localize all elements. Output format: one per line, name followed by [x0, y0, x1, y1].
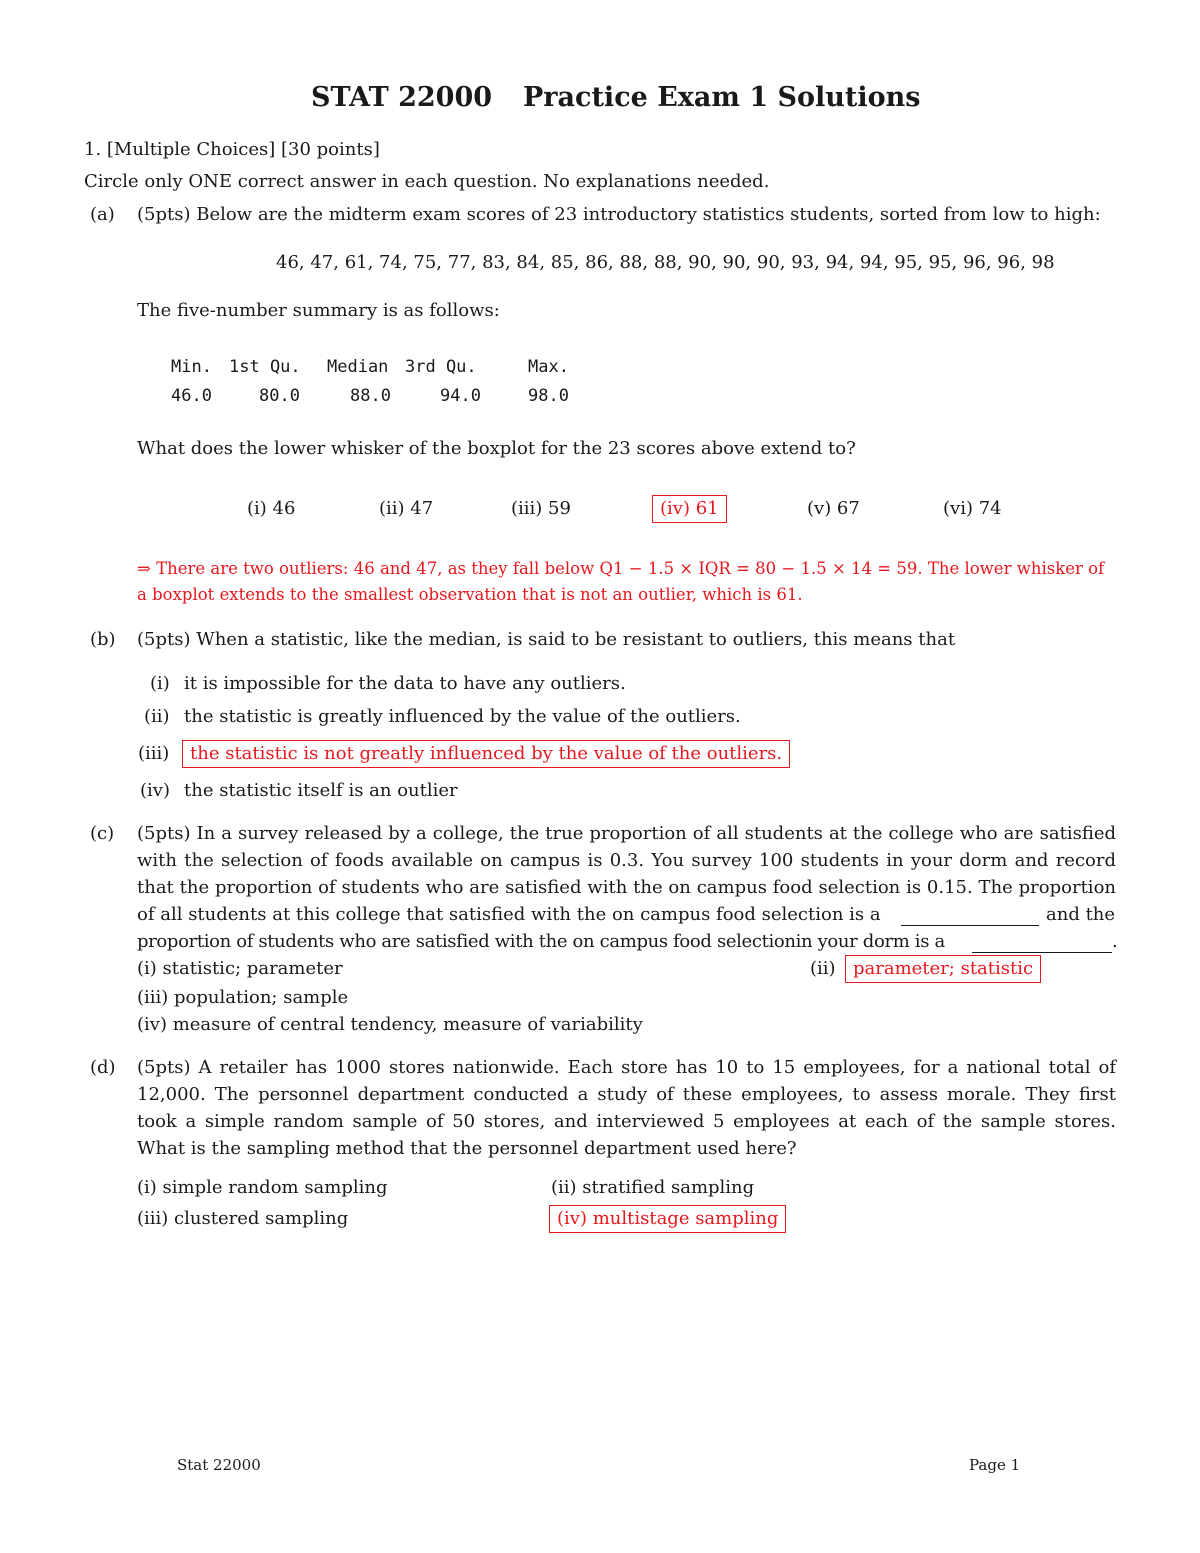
summary-value-median: 88.0 — [350, 386, 391, 406]
page-title: Practice Exam 1 Solutions — [523, 82, 921, 113]
course-code: STAT 22000 — [311, 82, 493, 113]
option-c-ii-num: (ii) — [810, 958, 836, 979]
option-d-ii[interactable]: (ii) stratified sampling — [551, 1177, 755, 1198]
footer-course: Stat 22000 — [177, 1456, 261, 1474]
part-a-question: (5pts) Below are the midterm exam scores of 23 introductory statistics students, sorted from low to high: — [137, 204, 1101, 225]
score-data: 46, 47, 61, 74, 75, 77, 83, 84, 85, 86, 88, 88, 90, 90, 90, 93, 94, 94, 95, 95, 96, 96, 98 — [276, 252, 1055, 273]
option-d-iii[interactable]: (iii) clustered sampling — [137, 1208, 349, 1229]
part-d-line-3: took a simple random sample of 50 stores, and interviewed 5 employees at each of the sample stores. — [137, 1111, 1116, 1132]
part-c-line-1: (5pts) In a survey released by a college, the true proportion of all students at the college who are satisfied — [137, 823, 1116, 844]
question-heading: 1. [Multiple Choices] [30 points] — [84, 139, 380, 160]
part-c-line-5-end: . — [1112, 931, 1118, 952]
footer-page-number: Page 1 — [969, 1456, 1021, 1474]
part-c-line-5: proportion of students who are satisfied with the on campus food selectionin your dorm is a — [137, 931, 945, 952]
summary-value-min: 46.0 — [171, 386, 212, 406]
part-d-line-4: What is the sampling method that the personnel department used here? — [137, 1138, 797, 1159]
option-a-iii[interactable]: (iii) 59 — [511, 498, 571, 519]
summary-header-min: Min. — [171, 357, 212, 377]
part-b-label: (b) — [90, 629, 116, 650]
explanation-line-2: a boxplot extends to the smallest observation that is not an outlier, which is 61. — [137, 585, 803, 604]
summary-header-max: Max. — [528, 357, 569, 377]
part-a-label: (a) — [90, 204, 115, 225]
option-a-vi[interactable]: (vi) 74 — [943, 498, 1002, 519]
option-b-iii-answer[interactable]: the statistic is not greatly influenced by the value of the outliers. — [182, 740, 790, 768]
option-b-i[interactable]: it is impossible for the data to have any outliers. — [184, 673, 626, 694]
option-a-i[interactable]: (i) 46 — [247, 498, 296, 519]
summary-value-q1: 80.0 — [259, 386, 300, 406]
fill-in-blank-1 — [901, 910, 1039, 926]
option-b-ii-num: (ii) — [144, 706, 170, 727]
part-d-line-1: (5pts) A retailer has 1000 stores nationwide. Each store has 10 to 15 employees, for a national total of — [137, 1057, 1116, 1078]
part-a-prompt: What does the lower whisker of the boxplot for the 23 scores above extend to? — [137, 438, 856, 459]
option-b-ii[interactable]: the statistic is greatly influenced by the value of the outliers. — [184, 706, 741, 727]
summary-header-median: Median — [327, 357, 389, 377]
part-c-line-4-end: and the — [1046, 904, 1116, 925]
explanation-line-1: ⇒ There are two outliers: 46 and 47, as they fall below Q1 − 1.5 × IQR = 80 − 1.5 × 14 = 59. The lower whisker of — [137, 559, 1105, 578]
option-c-iii[interactable]: (iii) population; sample — [137, 987, 349, 1008]
option-a-ii[interactable]: (ii) 47 — [379, 498, 434, 519]
option-a-iv-answer[interactable]: (iv) 61 — [652, 495, 727, 523]
summary-header-q1: 1st Qu. — [229, 357, 301, 377]
summary-header-q3: 3rd Qu. — [405, 357, 477, 377]
option-b-iv-num: (iv) — [140, 780, 170, 801]
instructions: Circle only ONE correct answer in each question. No explanations needed. — [84, 171, 770, 192]
part-d-label: (d) — [90, 1057, 116, 1078]
part-c-line-2: with the selection of foods available on campus is 0.3. You survey 100 students in your dorm and record — [137, 850, 1116, 871]
summary-value-q3: 94.0 — [440, 386, 481, 406]
option-a-v[interactable]: (v) 67 — [807, 498, 860, 519]
part-d-line-2: 12,000. The personnel department conducted a study of these employees, to assess morale. They first — [137, 1084, 1116, 1105]
part-c-line-4: of all students at this college that satisfied with the on campus food selection is a — [137, 904, 881, 925]
option-d-i[interactable]: (i) simple random sampling — [137, 1177, 388, 1198]
summary-value-max: 98.0 — [528, 386, 569, 406]
part-c-line-3: that the proportion of students who are satisfied with the on campus food selection is 0.15. The proportion — [137, 877, 1116, 898]
summary-intro: The five-number summary is as follows: — [137, 300, 500, 321]
part-c-label: (c) — [90, 823, 115, 844]
option-c-i[interactable]: (i) statistic; parameter — [137, 958, 343, 979]
option-c-iv[interactable]: (iv) measure of central tendency, measure of variability — [137, 1014, 643, 1035]
option-b-iv[interactable]: the statistic itself is an outlier — [184, 780, 458, 801]
option-b-i-num: (i) — [150, 673, 170, 694]
option-c-ii-answer[interactable]: parameter; statistic — [845, 955, 1041, 983]
fill-in-blank-2 — [972, 937, 1112, 953]
option-d-iv-answer[interactable]: (iv) multistage sampling — [549, 1205, 786, 1233]
option-b-iii-num: (iii) — [138, 743, 170, 764]
part-b-question: (5pts) When a statistic, like the median, is said to be resistant to outliers, this means that — [137, 629, 956, 650]
